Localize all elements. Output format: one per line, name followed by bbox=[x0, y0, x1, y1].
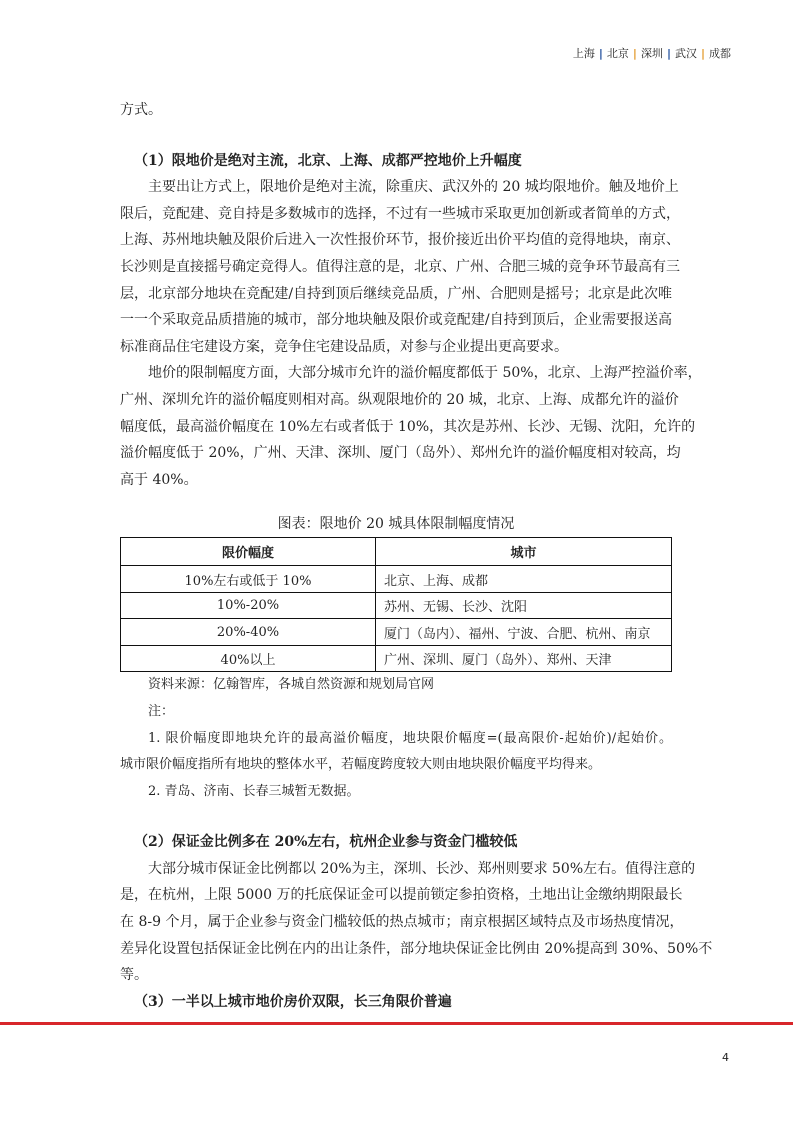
table-cell: 40%以上 bbox=[121, 645, 376, 672]
text-line: 溢价幅度低于 20%，广州、天津、深圳、厦门（岛外）、郑州允许的溢价幅度相对较高，均 bbox=[120, 445, 681, 462]
text-line: 高于 40%。 bbox=[120, 471, 198, 488]
text-line: 差异化设置包括保证金比例在内的出让条件，部分地块保证金比例由 20%提高到 30%、50%不 bbox=[120, 940, 713, 957]
table-caption: 图表：限地价 20 城具体限制幅度情况 bbox=[277, 516, 515, 533]
text-line: 是，在杭州，上限 5000 万的托底保证金可以提前锁定参拍资格，土地出让金缴纳期限最长 bbox=[120, 887, 683, 904]
text-line: 长沙则是直接摇号确定竞得人。值得注意的是，北京、广州、合肥三城的竞争环节最高有三 bbox=[120, 258, 680, 275]
page-number: 4 bbox=[722, 1051, 729, 1064]
table-row bbox=[121, 645, 672, 672]
text-line: 标准商品住宅建设方案，竞争住宅建设品质，对参与企业提出更高要求。 bbox=[120, 338, 568, 355]
table-cell: 20%-40% bbox=[121, 619, 376, 646]
text-line: 广州、深圳允许的溢价幅度则相对高。纵观限地价的 20 城，北京、上海、成都允许的溢价 bbox=[120, 391, 679, 408]
text-line: 一一个采取竞品质措施的城市，部分地块触及限价或竞配建/自持到顶后，企业需要报送高 bbox=[120, 312, 672, 329]
text-line: 主要出让方式上，限地价是绝对主流，除重庆、武汉外的 20 城均限地价。触及地价上 bbox=[148, 179, 679, 196]
section2-para bbox=[120, 856, 713, 989]
text-line: 在 8-9 个月，属于企业参与资金门槛较低的热点城市；南京根据区域特点及市场热度情况， bbox=[120, 914, 684, 931]
header-city: 上海 bbox=[572, 47, 595, 60]
table-source: 资料来源：亿翰智库，各城自然资源和规划局官网 bbox=[148, 677, 435, 693]
header-city: 北京 bbox=[606, 47, 629, 60]
table-header-row bbox=[121, 538, 672, 566]
column-header: 城市 bbox=[376, 538, 672, 566]
note-line: 1. 限价幅度即地块允许的最高溢价幅度，地块限价幅度=(最高限价-起始价)/起始价。 bbox=[148, 730, 672, 746]
text-line: 限后，竞配建、竞自持是多数城市的选择，不过有一些城市采取更加创新或者简单的方式， bbox=[120, 205, 680, 222]
table-cell: 10%左右或低于 10% bbox=[121, 566, 376, 593]
table-cell: 北京、上海、成都 bbox=[376, 566, 672, 593]
header-city: 成都 bbox=[709, 47, 731, 60]
header-city: 深圳 bbox=[640, 47, 663, 60]
intro-tail: 方式。 bbox=[120, 102, 162, 118]
text-line: 幅度低，最高溢价幅度在 10%左右或者低于 10%，其次是苏州、长沙、无锡、沈阳，允许的 bbox=[120, 418, 696, 435]
footer-divider bbox=[0, 1022, 793, 1025]
text-line: 等。 bbox=[120, 967, 148, 984]
section1-heading: （1）限地价是绝对主流，北京、上海、成都严控地价上升幅度 bbox=[134, 152, 522, 169]
table-row bbox=[121, 592, 672, 619]
note-line: 2. 青岛、济南、长春三城暂无数据。 bbox=[148, 783, 360, 799]
note-line: 城市限价幅度指所有地块的整体水平，若幅度跨度较大则由地块限价幅度平均得来。 bbox=[120, 757, 602, 773]
text-line: 层，北京部分地块在竞配建/自持到顶后继续竞品质，广州、合肥则是摇号；北京是此次唯 bbox=[120, 285, 672, 302]
header-city: 武汉 bbox=[674, 47, 697, 60]
text-line: 地价的限制幅度方面，大部分城市允许的溢价幅度都低于 50%，北京、上海严控溢价率， bbox=[148, 365, 702, 382]
section3-heading: （3）一半以上城市地价房价双限，长三角限价普遍 bbox=[134, 993, 452, 1010]
table-cell: 10%-20% bbox=[121, 592, 376, 619]
table-cell: 广州、深圳、厦门（岛外）、郑州、天津 bbox=[376, 645, 672, 672]
section1-para2 bbox=[120, 360, 702, 493]
page-body bbox=[120, 97, 713, 1015]
table-cell: 厦门（岛内）、福州、宁波、合肥、杭州、南京 bbox=[376, 619, 672, 646]
text-line: 大部分城市保证金比例都以 20%为主，深圳、长沙、郑州则要求 50%左右。值得注意的 bbox=[148, 860, 696, 877]
section1-para1 bbox=[120, 174, 680, 360]
table-row bbox=[121, 619, 672, 646]
table-row bbox=[121, 566, 672, 593]
header-city-list: 上海 | 北京 | 深圳 | 武汉 | 成都 bbox=[572, 47, 731, 60]
table-cell: 苏州、无锡、长沙、沈阳 bbox=[376, 592, 672, 619]
column-header: 限价幅度 bbox=[121, 538, 376, 566]
section2-heading: （2）保证金比例多在 20%左右，杭州企业参与资金门槛较低 bbox=[134, 834, 518, 851]
note-label: 注： bbox=[148, 703, 175, 719]
price-limit-table bbox=[120, 537, 672, 672]
text-line: 上海、苏州地块触及限价后进入一次性报价环节，报价接近出价平均值的竞得地块，南京、 bbox=[120, 232, 680, 249]
